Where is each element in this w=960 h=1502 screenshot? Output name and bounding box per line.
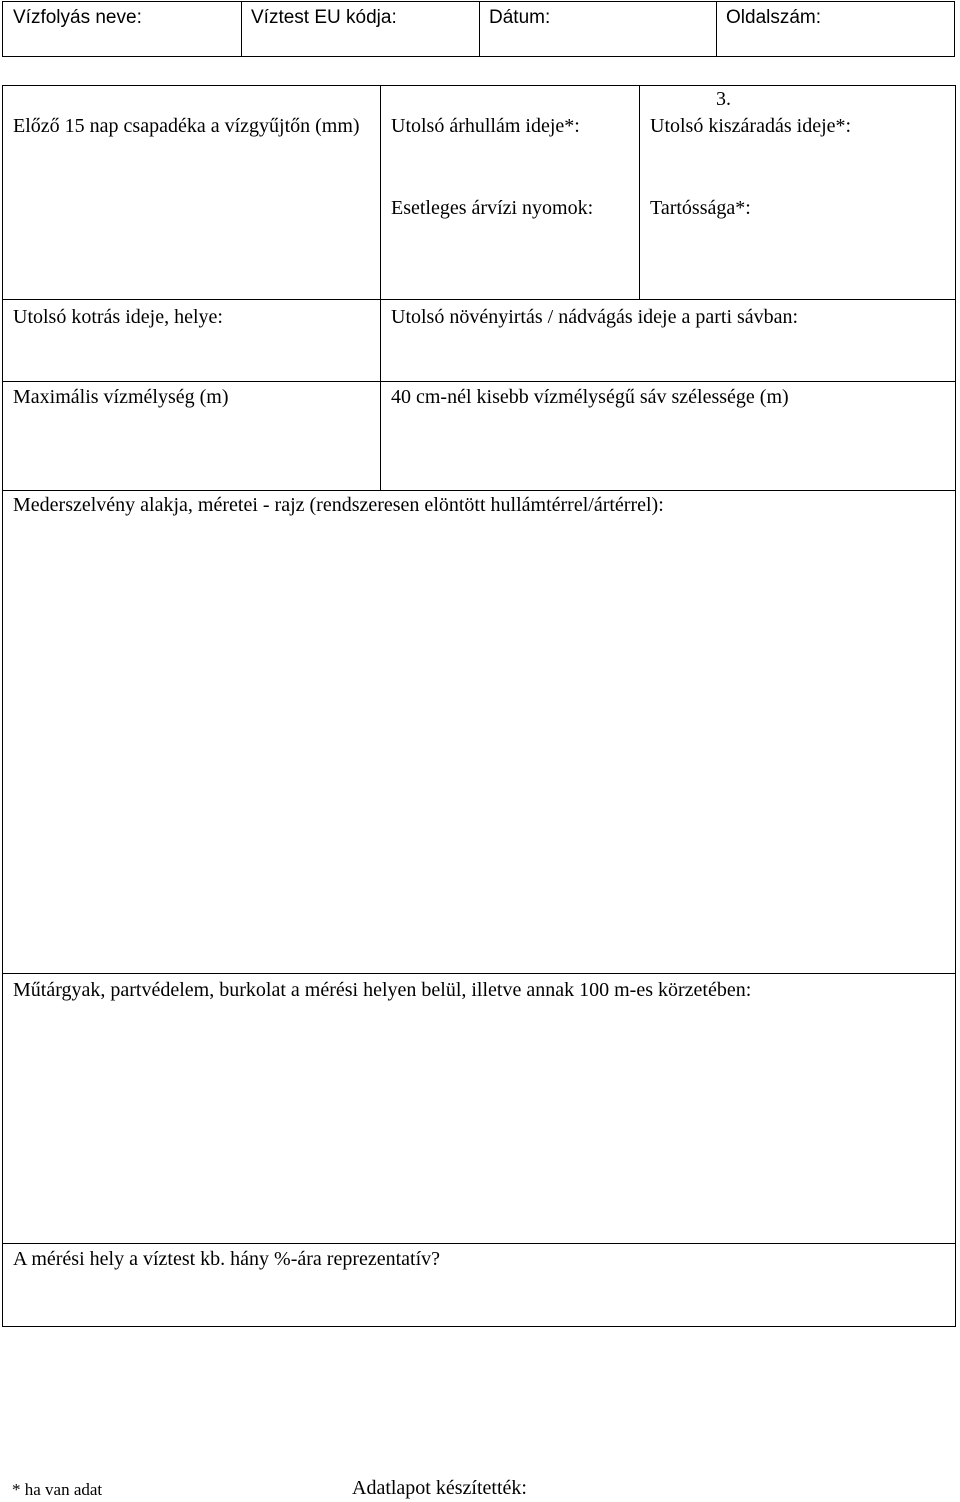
cross-section-drawing-area[interactable]: Mederszelvény alakja, méretei - rajz (rendszeresen elöntött hullámtérrel/ártérrel):	[13, 494, 664, 516]
water-body-eu-code-field[interactable]: Víztest EU kódja:	[251, 7, 397, 28]
date-field[interactable]: Dátum:	[489, 7, 551, 28]
flood-traces-field[interactable]: Esetleges árvízi nyomok:	[391, 197, 594, 219]
prepared-by-field[interactable]: Adatlapot készítették:	[352, 1477, 527, 1499]
row-divider	[3, 1243, 955, 1244]
field-form	[2, 85, 956, 1327]
row-divider	[3, 299, 955, 300]
last-vegetation-removal-field[interactable]: Utolsó növényirtás / nádvágás ideje a parti sávban:	[391, 306, 799, 328]
last-flood-wave-field[interactable]: Utolsó árhullám ideje*:	[391, 115, 580, 137]
duration-field[interactable]: Tartóssága*:	[650, 197, 751, 219]
row-divider	[3, 381, 955, 382]
watercourse-name-field[interactable]: Vízfolyás neve:	[13, 7, 142, 28]
header-table	[2, 1, 955, 57]
last-drying-field[interactable]: Utolsó kiszáradás ideje*:	[650, 115, 852, 137]
row-divider	[3, 490, 955, 491]
column-divider	[639, 86, 640, 299]
column-divider	[380, 86, 381, 490]
header-divider	[479, 2, 480, 56]
precipitation-field[interactable]: Előző 15 nap csapadéka a vízgyűjtőn (mm)	[13, 115, 360, 137]
row-divider	[3, 973, 955, 974]
last-dredging-field[interactable]: Utolsó kotrás ideje, helye:	[13, 306, 223, 328]
footnote: * ha van adat	[12, 1480, 103, 1499]
header-divider	[241, 2, 242, 56]
header-divider	[716, 2, 717, 56]
page-number-field[interactable]: Oldalszám:	[726, 7, 822, 28]
structures-field[interactable]: Műtárgyak, partvédelem, burkolat a mérési helyen belül, illetve annak 100 m-es körzetében:	[13, 979, 752, 1001]
representativeness-field[interactable]: A mérési hely a víztest kb. hány %-ára reprezentatív?	[13, 1248, 441, 1270]
max-depth-field[interactable]: Maximális vízmélység (m)	[13, 386, 229, 408]
page-number: 3.	[716, 88, 731, 110]
shallow-band-width-field[interactable]: 40 cm-nél kisebb vízmélységű sáv szélessége (m)	[391, 386, 789, 408]
